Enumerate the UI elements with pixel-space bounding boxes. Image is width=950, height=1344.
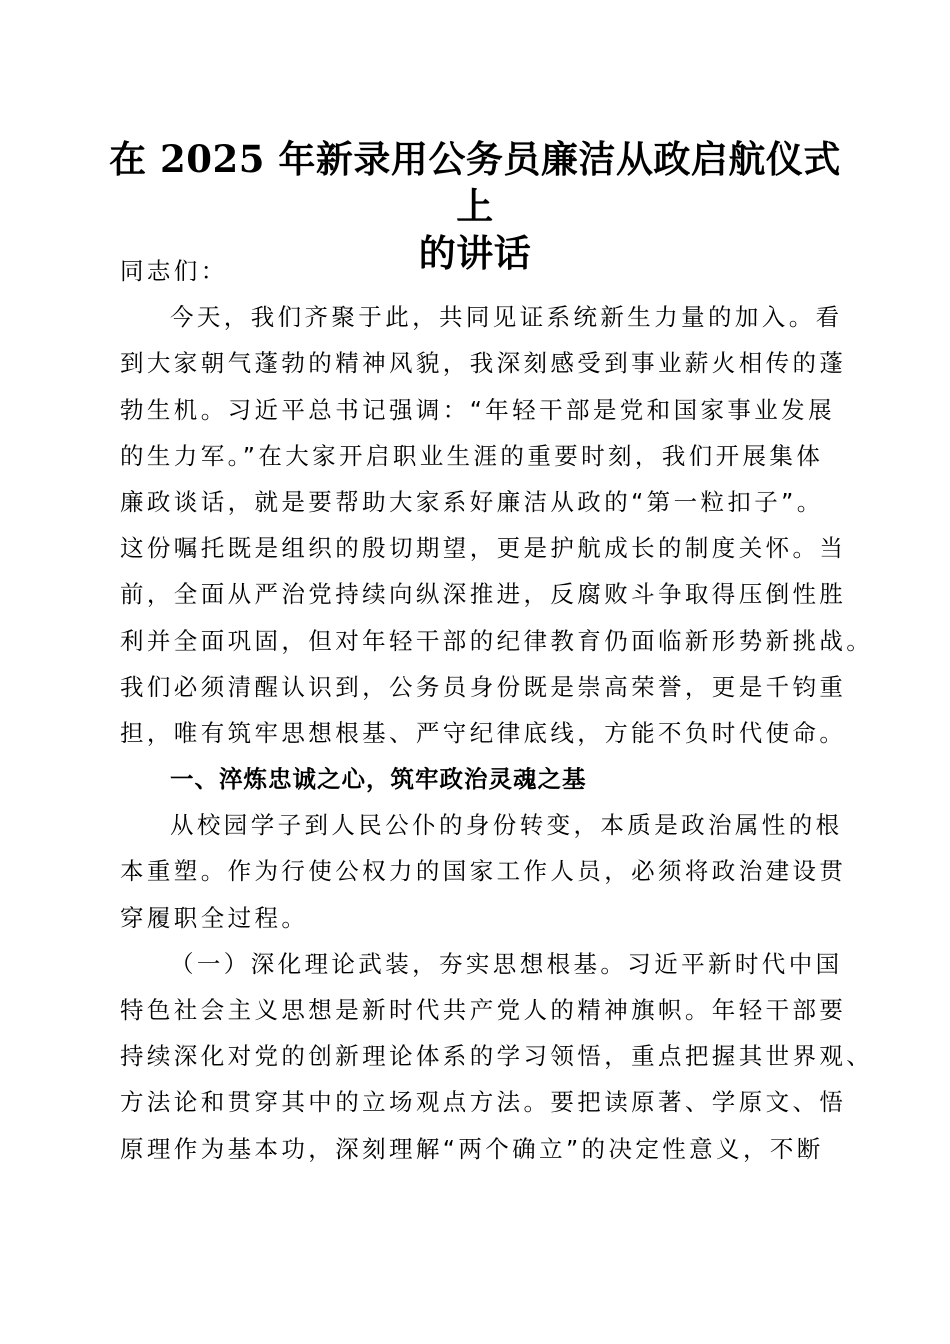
paragraph-line: 担，唯有筑牢思想根基、严守纪律底线，方能不负时代使命。	[120, 718, 847, 747]
paragraph-line: 方法论和贯穿其中的立场观点方法。要把读原著、学原文、悟	[120, 1088, 847, 1117]
paragraph-line: 我们必须清醒认识到，公务员身份既是崇高荣誉，更是千钧重	[120, 672, 847, 701]
paragraph-line: 勃生机。习近平总书记强调：“年轻干部是党和国家事业发展	[120, 395, 835, 424]
paragraph-line: 廉政谈话，就是要帮助大家系好廉洁从政的“第一粒扣子”。	[120, 487, 824, 516]
paragraph-line: 前，全面从严治党持续向纵深推进，反腐败斗争取得压倒性胜	[120, 580, 847, 609]
paragraph-line: 原理作为基本功，深刻理解“两个确立”的决定性意义，不断	[120, 1134, 824, 1163]
paragraph-line: 利并全面巩固，但对年轻干部的纪律教育仍面临新形势新挑战。	[120, 626, 874, 655]
paragraph-line: 到大家朝气蓬勃的精神风貌，我深刻感受到事业薪火相传的蓬	[120, 349, 847, 378]
title-line-1: 在 2025 年新录用公务员廉洁从政启航仪式上	[109, 137, 841, 228]
document-body	[120, 248, 874, 1172]
paragraph-line: 特色社会主义思想是新时代共产党人的精神旗帜。年轻干部要	[120, 996, 847, 1024]
paragraph-line: 这份嘱托既是组织的殷切期望，更是护航成长的制度关怀。当	[120, 534, 847, 563]
paragraph-line: 今天，我们齐聚于此，共同见证系统新生力量的加入。看	[170, 303, 843, 332]
title-line-2: 的讲话	[418, 231, 532, 275]
paragraph-line: 从校园学子到人民公仆的身份转变，本质是政治属性的根	[170, 811, 843, 840]
paragraph-line: （一）深化理论武装，夯实思想根基。习近平新时代中国	[170, 949, 843, 978]
paragraph-line: 穿履职全过程。	[120, 903, 309, 932]
paragraph-line: 的生力军。”在大家开启职业生涯的重要时刻，我们开展集体	[120, 441, 824, 470]
paragraph-line: 本重塑。作为行使公权力的国家工作人员，必须将政治建设贯	[120, 857, 847, 886]
paragraph-line: 持续深化对党的创新理论体系的学习领悟，重点把握其世界观、	[120, 1042, 874, 1071]
section-heading: 一、淬炼忠诚之心，筑牢政治灵魂之基	[170, 765, 587, 794]
salutation: 同志们：	[120, 257, 228, 285]
